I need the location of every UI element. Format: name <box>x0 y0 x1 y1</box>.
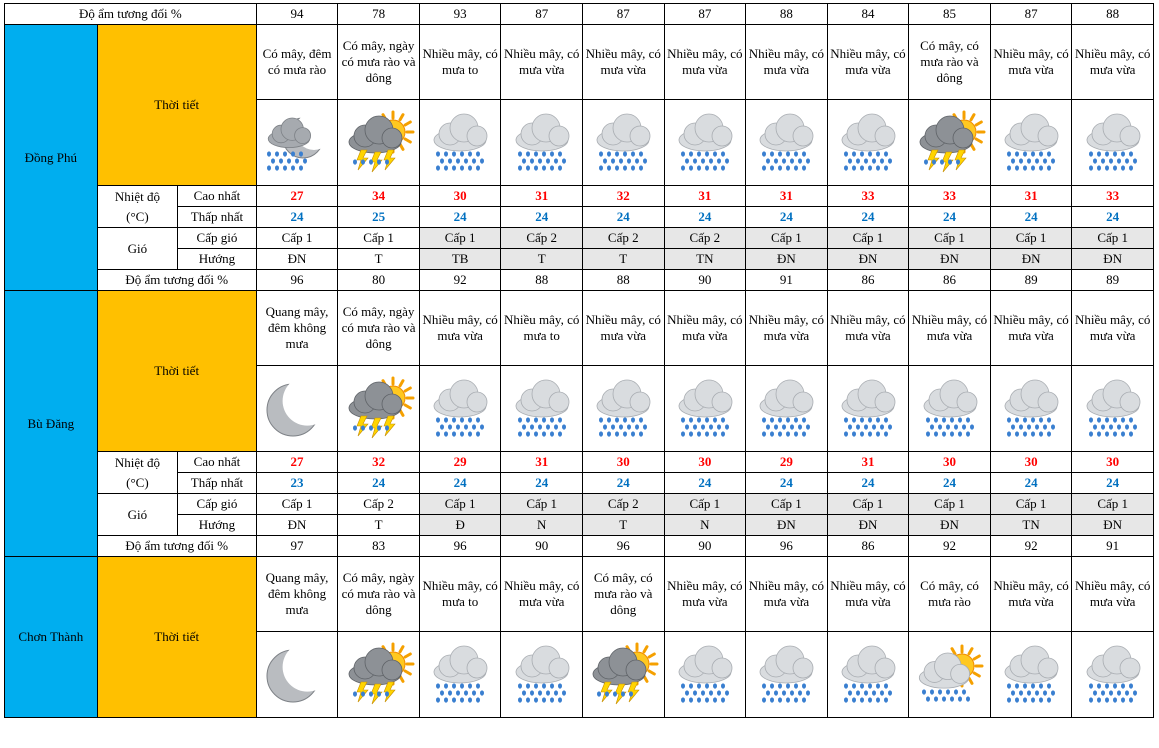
humidity-value: 91 <box>746 270 828 291</box>
weather-description: Nhiều mây, có mưa vừa <box>990 557 1072 632</box>
cloud-rain-icon <box>748 376 824 442</box>
thunderstorm-sun-icon <box>341 110 417 176</box>
temp-label-line2: (°C) <box>126 474 149 490</box>
weather-desc-row <box>5 25 1154 100</box>
weather-description: Nhiều mây, có mưa vừa <box>990 291 1072 366</box>
weather-icon-cell <box>501 366 583 452</box>
humidity-value: 86 <box>827 536 909 557</box>
high-temp-value: 30 <box>582 452 664 473</box>
cloud-rain-icon <box>422 642 498 708</box>
low-temp-value: 24 <box>909 207 991 228</box>
weather-description: Nhiều mây, có mưa vừa <box>746 25 828 100</box>
high-label: Cao nhất <box>178 452 257 473</box>
weather-icon-cell <box>256 366 338 452</box>
weather-icon-cell <box>1072 100 1154 186</box>
low-temp-value: 24 <box>664 473 746 494</box>
cloud-rain-icon <box>1075 376 1151 442</box>
wind-label: Gió <box>97 494 178 536</box>
wind-dir-value: T <box>582 249 664 270</box>
cloud-rain-icon <box>1075 642 1151 708</box>
low-temp-value: 24 <box>746 473 828 494</box>
weather-description: Nhiều mây, có mưa vừa <box>1072 557 1154 632</box>
weather-icon-cell <box>664 366 746 452</box>
cloud-rain-icon <box>830 642 906 708</box>
low-temp-value: 24 <box>582 207 664 228</box>
weather-description: Nhiều mây, có mưa vừa <box>664 25 746 100</box>
weather-icon-cell <box>256 100 338 186</box>
wind-dir-label: Hướng <box>178 249 257 270</box>
humidity-value: 80 <box>338 270 420 291</box>
wind-level-value: Cấp 1 <box>827 494 909 515</box>
weather-icon-cell <box>419 632 501 718</box>
weather-icon-cell <box>664 632 746 718</box>
temp-label-line1: Nhiệt độ <box>114 454 160 470</box>
weather-icon-cell <box>909 100 991 186</box>
station-name: Chơn Thành <box>5 557 98 718</box>
wind-level-value: Cấp 2 <box>582 228 664 249</box>
weather-icon-cell <box>338 632 420 718</box>
weather-icon-cell <box>746 100 828 186</box>
low-label: Thấp nhất <box>178 473 257 494</box>
wind-level-label: Cấp gió <box>178 228 257 249</box>
humidity-value: 90 <box>664 536 746 557</box>
high-temp-value: 34 <box>338 186 420 207</box>
wind-dir-value: ĐN <box>827 249 909 270</box>
weather-description: Quang mây, đêm không mưa <box>256 557 338 632</box>
humidity-value: 87 <box>501 4 583 25</box>
wind-level-value: Cấp 1 <box>746 228 828 249</box>
weather-description: Nhiều mây, có mưa vừa <box>827 25 909 100</box>
weather-description: Nhiều mây, có mưa to <box>419 557 501 632</box>
weather-description: Nhiều mây, có mưa vừa <box>419 291 501 366</box>
low-temp-value: 24 <box>909 473 991 494</box>
weather-icon-cell <box>1072 632 1154 718</box>
high-temp-value: 27 <box>256 452 338 473</box>
humidity-value: 96 <box>746 536 828 557</box>
weather-description: Nhiều mây, có mưa to <box>501 291 583 366</box>
low-temp-value: 24 <box>1072 473 1154 494</box>
wind-level-label: Cấp gió <box>178 494 257 515</box>
wind-level-value: Cấp 1 <box>338 228 420 249</box>
humidity-value: 96 <box>582 536 664 557</box>
wind-dir-row <box>5 249 1154 270</box>
wind-dir-value: ĐN <box>256 249 338 270</box>
low-temp-value: 24 <box>827 473 909 494</box>
weather-icon-cell <box>582 100 664 186</box>
high-temp-row <box>5 452 1154 473</box>
high-temp-value: 30 <box>990 452 1072 473</box>
forecast-body <box>5 4 1154 718</box>
sun-cloud-rain-icon <box>912 642 988 708</box>
cloud-rain-icon <box>667 642 743 708</box>
humidity-value: 89 <box>1072 270 1154 291</box>
wind-dir-value: ĐN <box>990 249 1072 270</box>
wind-dir-row <box>5 515 1154 536</box>
wind-dir-value: T <box>582 515 664 536</box>
humidity-value: 92 <box>990 536 1072 557</box>
high-temp-value: 33 <box>827 186 909 207</box>
high-label: Cao nhất <box>178 186 257 207</box>
weather-description: Có mây, đêm có mưa rào <box>256 25 338 100</box>
humidity-value: 89 <box>990 270 1072 291</box>
cloud-rain-icon <box>504 642 580 708</box>
crescent-moon-icon <box>259 376 335 442</box>
low-temp-value: 24 <box>419 207 501 228</box>
weather-desc-row <box>5 291 1154 366</box>
humidity-value: 88 <box>582 270 664 291</box>
low-temp-row <box>5 473 1154 494</box>
humidity-label: Độ ẩm tương đối % <box>97 536 256 557</box>
high-temp-row <box>5 186 1154 207</box>
wind-level-value: Cấp 2 <box>664 228 746 249</box>
humidity-row <box>5 4 1154 25</box>
low-temp-row <box>5 207 1154 228</box>
weather-icon-cell <box>827 632 909 718</box>
weather-icon-cell <box>990 100 1072 186</box>
humidity-value: 85 <box>909 4 991 25</box>
wind-dir-value: Đ <box>419 515 501 536</box>
wind-level-row <box>5 494 1154 515</box>
station-name: Đồng Phú <box>5 25 98 291</box>
humidity-value: 92 <box>419 270 501 291</box>
cloud-rain-icon <box>504 110 580 176</box>
high-temp-value: 31 <box>501 452 583 473</box>
wind-dir-value: T <box>501 249 583 270</box>
thunderstorm-sun-icon <box>585 642 661 708</box>
high-temp-value: 29 <box>419 452 501 473</box>
weather-description: Có mây, ngày có mưa rào và dông <box>338 557 420 632</box>
weather-description: Nhiều mây, có mưa vừa <box>827 557 909 632</box>
cloud-rain-icon <box>912 376 988 442</box>
cloud-rain-icon <box>585 110 661 176</box>
weather-icon-cell <box>419 366 501 452</box>
weather-description: Nhiều mây, có mưa vừa <box>827 291 909 366</box>
weather-description: Có mây, có mưa rào và dông <box>909 25 991 100</box>
wind-level-value: Cấp 1 <box>256 228 338 249</box>
temp-label-line1: Nhiệt độ <box>114 188 160 204</box>
high-temp-value: 31 <box>746 186 828 207</box>
humidity-value: 96 <box>256 270 338 291</box>
wind-dir-value: ĐN <box>1072 515 1154 536</box>
low-temp-value: 23 <box>256 473 338 494</box>
thunderstorm-sun-icon <box>341 376 417 442</box>
weather-desc-row <box>5 557 1154 632</box>
wind-label: Gió <box>97 228 178 270</box>
low-temp-value: 24 <box>582 473 664 494</box>
humidity-value: 92 <box>909 536 991 557</box>
cloud-rain-icon <box>830 110 906 176</box>
weather-description: Nhiều mây, có mưa vừa <box>746 291 828 366</box>
weather-description: Nhiều mây, có mưa vừa <box>1072 25 1154 100</box>
weather-label: Thời tiết <box>97 557 256 718</box>
humidity-value: 91 <box>1072 536 1154 557</box>
humidity-value: 84 <box>827 4 909 25</box>
wind-dir-value: ĐN <box>909 515 991 536</box>
weather-icon-cell <box>501 100 583 186</box>
humidity-value: 87 <box>990 4 1072 25</box>
humidity-value: 83 <box>338 536 420 557</box>
weather-icon-cell <box>338 366 420 452</box>
high-temp-value: 30 <box>419 186 501 207</box>
humidity-row <box>5 270 1154 291</box>
low-temp-value: 24 <box>827 207 909 228</box>
humidity-value: 90 <box>501 536 583 557</box>
low-temp-value: 24 <box>501 473 583 494</box>
wind-level-value: Cấp 1 <box>664 494 746 515</box>
weather-icon-cell <box>1072 366 1154 452</box>
wind-dir-value: ĐN <box>1072 249 1154 270</box>
weather-icon-cell <box>990 632 1072 718</box>
wind-level-value: Cấp 1 <box>990 494 1072 515</box>
humidity-value: 86 <box>909 270 991 291</box>
wind-dir-value: ĐN <box>827 515 909 536</box>
cloud-rain-icon <box>504 376 580 442</box>
moon-cloud-rain-icon <box>259 110 335 176</box>
cloud-rain-icon <box>748 642 824 708</box>
weather-description: Có mây, ngày có mưa rào và dông <box>338 291 420 366</box>
weather-description: Nhiều mây, có mưa vừa <box>582 25 664 100</box>
thunderstorm-sun-icon <box>341 642 417 708</box>
wind-level-value: Cấp 1 <box>256 494 338 515</box>
temp-label-line2: (°C) <box>126 208 149 224</box>
humidity-value: 96 <box>419 536 501 557</box>
wind-level-value: Cấp 1 <box>746 494 828 515</box>
wind-dir-value: N <box>664 515 746 536</box>
wind-level-value: Cấp 1 <box>1072 494 1154 515</box>
weather-icon-cell <box>990 366 1072 452</box>
wind-level-value: Cấp 1 <box>501 494 583 515</box>
low-label: Thấp nhất <box>178 207 257 228</box>
cloud-rain-icon <box>1075 110 1151 176</box>
low-temp-value: 25 <box>338 207 420 228</box>
wind-level-value: Cấp 1 <box>419 494 501 515</box>
weather-description: Nhiều mây, có mưa vừa <box>664 557 746 632</box>
high-temp-value: 31 <box>990 186 1072 207</box>
weather-description: Nhiều mây, có mưa vừa <box>582 291 664 366</box>
crescent-moon-icon <box>259 642 335 708</box>
wind-dir-value: TN <box>664 249 746 270</box>
wind-dir-value: T <box>338 249 420 270</box>
humidity-value: 88 <box>501 270 583 291</box>
wind-level-value: Cấp 1 <box>1072 228 1154 249</box>
weather-icon-cell <box>582 366 664 452</box>
high-temp-value: 29 <box>746 452 828 473</box>
cloud-rain-icon <box>422 376 498 442</box>
weather-icon-cell <box>909 366 991 452</box>
low-temp-value: 24 <box>256 207 338 228</box>
humidity-value: 78 <box>338 4 420 25</box>
high-temp-value: 31 <box>827 452 909 473</box>
wind-level-value: Cấp 2 <box>338 494 420 515</box>
thunderstorm-sun-icon <box>912 110 988 176</box>
wind-dir-value: TN <box>990 515 1072 536</box>
weather-description: Nhiều mây, có mưa vừa <box>909 291 991 366</box>
high-temp-value: 30 <box>664 452 746 473</box>
high-temp-value: 33 <box>909 186 991 207</box>
low-temp-value: 24 <box>746 207 828 228</box>
weather-icon-cell <box>664 100 746 186</box>
weather-label: Thời tiết <box>97 25 256 186</box>
humidity-value: 88 <box>746 4 828 25</box>
weather-description: Có mây, có mưa rào và dông <box>582 557 664 632</box>
weather-forecast-table <box>4 3 1154 718</box>
humidity-value: 93 <box>419 4 501 25</box>
wind-dir-value: TB <box>419 249 501 270</box>
cloud-rain-icon <box>993 642 1069 708</box>
low-temp-value: 24 <box>990 473 1072 494</box>
cloud-rain-icon <box>993 376 1069 442</box>
cloud-rain-icon <box>830 376 906 442</box>
weather-icon-cell <box>827 366 909 452</box>
weather-icon-cell <box>256 632 338 718</box>
cloud-rain-icon <box>585 376 661 442</box>
humidity-label: Độ ẩm tương đối % <box>5 4 257 25</box>
high-temp-value: 30 <box>1072 452 1154 473</box>
weather-description: Có mây, ngày có mưa rào và dông <box>338 25 420 100</box>
wind-level-row <box>5 228 1154 249</box>
weather-icon-cell <box>909 632 991 718</box>
weather-description: Nhiều mây, có mưa vừa <box>1072 291 1154 366</box>
wind-level-value: Cấp 2 <box>582 494 664 515</box>
weather-description: Có mây, có mưa rào <box>909 557 991 632</box>
low-temp-value: 24 <box>1072 207 1154 228</box>
cloud-rain-icon <box>422 110 498 176</box>
wind-level-value: Cấp 1 <box>909 228 991 249</box>
weather-icon-cell <box>419 100 501 186</box>
low-temp-value: 24 <box>338 473 420 494</box>
high-temp-value: 27 <box>256 186 338 207</box>
weather-icon-cell <box>501 632 583 718</box>
cloud-rain-icon <box>993 110 1069 176</box>
humidity-value: 97 <box>256 536 338 557</box>
cloud-rain-icon <box>748 110 824 176</box>
wind-dir-value: N <box>501 515 583 536</box>
wind-level-value: Cấp 1 <box>909 494 991 515</box>
wind-level-value: Cấp 1 <box>827 228 909 249</box>
weather-icon-cell <box>746 366 828 452</box>
wind-dir-value: ĐN <box>746 515 828 536</box>
wind-dir-value: ĐN <box>909 249 991 270</box>
low-temp-value: 24 <box>501 207 583 228</box>
weather-label: Thời tiết <box>97 291 256 452</box>
wind-level-value: Cấp 1 <box>990 228 1072 249</box>
high-temp-value: 31 <box>664 186 746 207</box>
wind-level-value: Cấp 1 <box>419 228 501 249</box>
weather-description: Nhiều mây, có mưa vừa <box>990 25 1072 100</box>
weather-description: Nhiều mây, có mưa to <box>419 25 501 100</box>
weather-icon-cell <box>746 632 828 718</box>
weather-description: Nhiều mây, có mưa vừa <box>501 557 583 632</box>
weather-icon-cell <box>827 100 909 186</box>
humidity-value: 87 <box>582 4 664 25</box>
high-temp-value: 30 <box>909 452 991 473</box>
temp-label <box>97 186 178 228</box>
humidity-value: 87 <box>664 4 746 25</box>
wind-dir-value: T <box>338 515 420 536</box>
weather-description: Nhiều mây, có mưa vừa <box>501 25 583 100</box>
humidity-label: Độ ẩm tương đối % <box>97 270 256 291</box>
wind-dir-value: ĐN <box>256 515 338 536</box>
cloud-rain-icon <box>667 376 743 442</box>
weather-icon-cell <box>338 100 420 186</box>
wind-dir-label: Hướng <box>178 515 257 536</box>
weather-description: Nhiều mây, có mưa vừa <box>664 291 746 366</box>
high-temp-value: 32 <box>582 186 664 207</box>
humidity-value: 90 <box>664 270 746 291</box>
humidity-row <box>5 536 1154 557</box>
weather-icon-cell <box>582 632 664 718</box>
wind-level-value: Cấp 2 <box>501 228 583 249</box>
humidity-value: 88 <box>1072 4 1154 25</box>
weather-description: Quang mây, đêm không mưa <box>256 291 338 366</box>
wind-dir-value: ĐN <box>746 249 828 270</box>
low-temp-value: 24 <box>664 207 746 228</box>
cloud-rain-icon <box>667 110 743 176</box>
humidity-value: 86 <box>827 270 909 291</box>
low-temp-value: 24 <box>990 207 1072 228</box>
low-temp-value: 24 <box>419 473 501 494</box>
high-temp-value: 31 <box>501 186 583 207</box>
temp-label <box>97 452 178 494</box>
high-temp-value: 32 <box>338 452 420 473</box>
weather-description: Nhiều mây, có mưa vừa <box>746 557 828 632</box>
high-temp-value: 33 <box>1072 186 1154 207</box>
humidity-value: 94 <box>256 4 338 25</box>
station-name: Bù Đăng <box>5 291 98 557</box>
